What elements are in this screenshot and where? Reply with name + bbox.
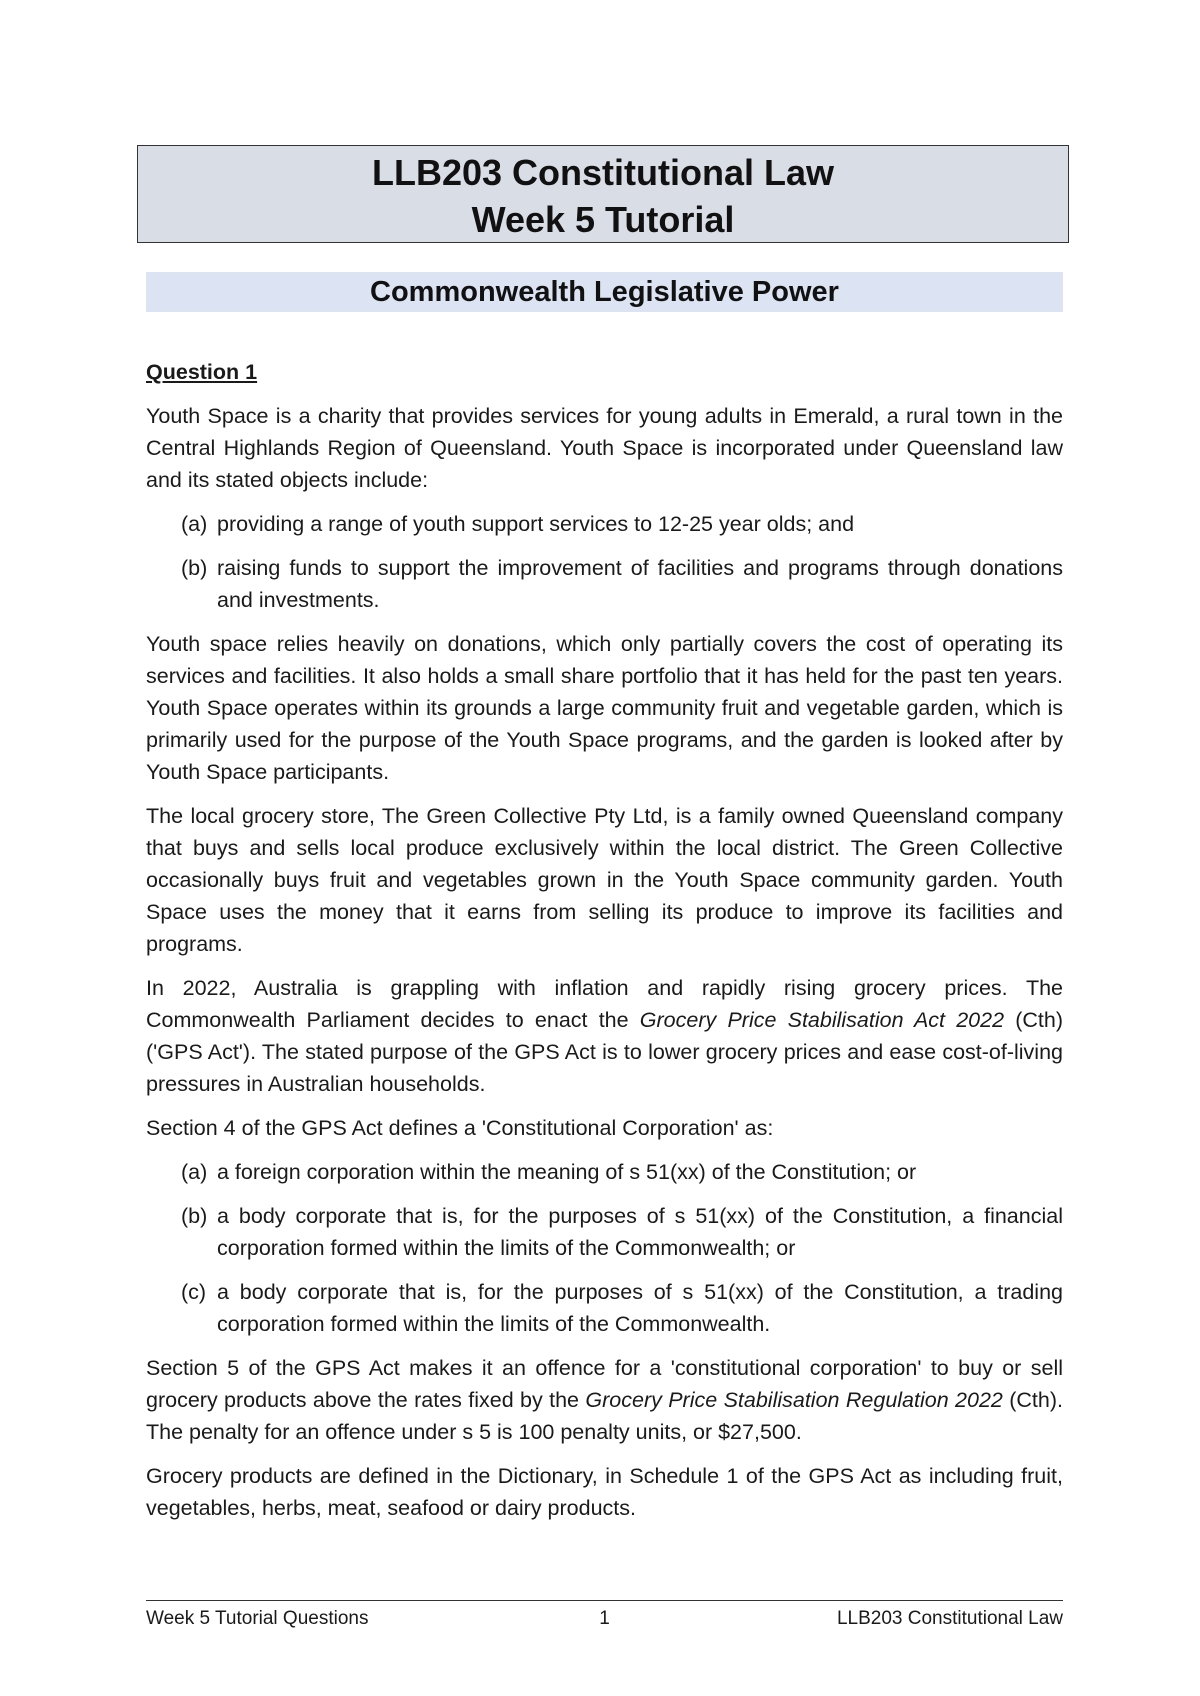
paragraph-gps-act xyxy=(146,972,1063,1100)
footer-right-text: LLB203 Constitutional Law xyxy=(836,1608,1063,1629)
act-title: Grocery Price Stabilisation Act 2022 xyxy=(639,1008,1005,1032)
tutorial-title: Week 5 Tutorial xyxy=(471,199,735,240)
text-run: In 2022, Australia is grappling with inflation and rapidly rising grocery prices. The Commonwealth Parliament decides to enact the xyxy=(146,976,1063,1032)
list-item xyxy=(146,1156,1063,1188)
page-number: 1 xyxy=(599,1608,610,1629)
topic-subtitle: Commonwealth Legislative Power xyxy=(146,272,1063,312)
list-item xyxy=(146,1276,1063,1340)
list-item-label: (c) xyxy=(181,1280,207,1304)
list-item-text: a foreign corporation within the meaning of s 51(xx) of the Constitution; or xyxy=(217,1160,917,1184)
list-item xyxy=(146,508,1063,540)
page-footer xyxy=(146,1600,1063,1629)
document-page xyxy=(146,0,1063,1696)
paragraph-grocery-products: Grocery products are defined in the Dictionary, in Schedule 1 of the GPS Act as including fruit, vegetables, herbs, meat, seafood or dairy products. xyxy=(146,1464,1063,1520)
list-item-label: (b) xyxy=(181,1204,208,1228)
paragraph-donations: Youth space relies heavily on donations, which only partially covers the cost of operating its services and facilities. It also holds a small share portfolio that it has held for the past ten years. Youth Space operates within its grounds a large community fruit and vegetable garden, which is primarily used for the purpose of the Youth Space programs, and the garden is looked after by Youth Space participants. xyxy=(146,632,1063,784)
list-item-text: a body corporate that is, for the purposes of s 51(xx) of the Constitution, a financial corporation formed within the limits of the Commonwealth; or xyxy=(217,1204,1063,1260)
title-box xyxy=(137,145,1069,243)
list-item xyxy=(146,1200,1063,1264)
text-run: (Cth) ('GPS Act'). The stated purpose of the GPS Act is to lower grocery prices and ease cost-of-living pressures in Australian households. xyxy=(146,1008,1063,1096)
list-item xyxy=(146,552,1063,616)
question-heading: Question 1 xyxy=(146,360,258,384)
list-item-label: (a) xyxy=(181,512,208,536)
text-run: Section 5 of the GPS Act makes it an offence for a 'constitutional corporation' to buy or sell grocery products above the rates fixed by the xyxy=(146,1356,1063,1412)
course-title: LLB203 Constitutional Law xyxy=(371,152,835,193)
list-item-label: (a) xyxy=(181,1160,208,1184)
paragraph-section-5 xyxy=(146,1352,1063,1448)
paragraph-intro: Youth Space is a charity that provides services for young adults in Emerald, a rural town in the Central Highlands Region of Queensland. Youth Space is incorporated under Queensland law and its stated objects include: xyxy=(146,404,1063,492)
footer-left-text: Week 5 Tutorial Questions xyxy=(146,1608,369,1629)
list-item-label: (b) xyxy=(181,556,208,580)
list-item-text: providing a range of youth support services to 12-25 year olds; and xyxy=(217,512,855,536)
paragraph-green-collective: The local grocery store, The Green Collective Pty Ltd, is a family owned Queensland company that buys and sells local produce exclusively within the local district. The Green Collective occasionally buys fruit and vegetables grown in the Youth Space community garden. Youth Space uses the money that it earns from selling its produce to improve its facilities and programs. xyxy=(146,804,1063,956)
list-item-text: raising funds to support the improvement of facilities and programs through donations and investments. xyxy=(217,556,1063,612)
text-run: (Cth). The penalty for an offence under s 5 is 100 penalty units, or $27,500. xyxy=(146,1388,1063,1444)
list-item-text: a body corporate that is, for the purposes of s 51(xx) of the Constitution, a trading corporation formed within the limits of the Commonwealth. xyxy=(217,1280,1063,1336)
paragraph-section-4: Section 4 of the GPS Act defines a 'Constitutional Corporation' as: xyxy=(146,1116,774,1140)
regulation-title: Grocery Price Stabilisation Regulation 2022 xyxy=(585,1388,1003,1412)
document-body xyxy=(146,356,1063,1536)
